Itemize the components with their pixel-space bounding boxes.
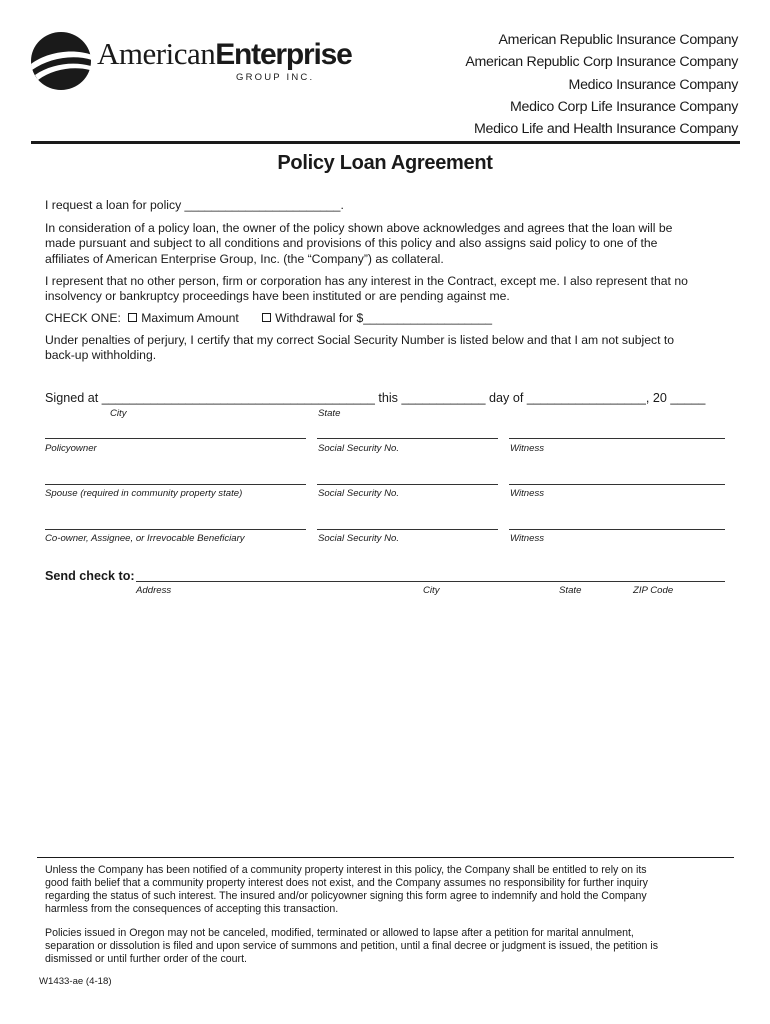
- withdrawal-label: Withdrawal for $___________________: [275, 311, 493, 325]
- paragraph-line: Under penalties of perjury, I certify that my correct Social Security Number is listed below and that I am not subject to: [45, 333, 675, 347]
- loan-request-paragraph: [45, 198, 735, 213]
- page-title: Policy Loan Agreement: [277, 152, 493, 174]
- paragraph-line: back-up withholding.: [45, 348, 157, 363]
- logo-subtitle: GROUP INC.: [236, 72, 315, 83]
- notice-line: Unless the Company has been notified of a community property interest in this policy, the Company shall be entitled to rely on its: [45, 864, 647, 876]
- send-check-label: Send check to:: [45, 569, 135, 583]
- footer-divider: [37, 857, 734, 858]
- signed-at-line[interactable]: Signed at _______________________________________ this ____________ day of _________________, 20 _____: [45, 391, 706, 405]
- coowner-ssn-line[interactable]: [317, 529, 498, 530]
- send-check-address-line[interactable]: [136, 581, 725, 582]
- logo-name-regular: American: [97, 36, 216, 71]
- perjury-paragraph: [45, 333, 735, 364]
- notice-line: harmless from the consequences of accepting this transaction.: [45, 903, 339, 915]
- loan-request-text: I request a loan for policy _______________________.: [45, 198, 344, 212]
- witness-label: Witness: [510, 488, 545, 499]
- consideration-paragraph: [45, 221, 735, 267]
- notice-line: regarding the status of such interest. The insured and/or policyowner signing this form agree to indemnify and hold the Company: [45, 890, 647, 902]
- ssn-label: Social Security No.: [318, 533, 400, 544]
- ssn-label: Social Security No.: [318, 488, 400, 499]
- company-name: Medico Corp Life Insurance Company: [510, 98, 738, 115]
- check-one-row: [45, 311, 735, 326]
- logo-wordmark: [97, 36, 352, 72]
- check-one-label: CHECK ONE:: [45, 311, 121, 325]
- representation-paragraph: [45, 274, 735, 305]
- notice-line: good faith belief that a community property interest does not exist, and the Company assumes no responsibility for further inquiry: [45, 877, 648, 889]
- globe-swoosh-icon: [29, 30, 93, 92]
- city-label: City: [110, 408, 127, 419]
- oregon-notice: [45, 927, 735, 966]
- notice-line: Policies issued in Oregon may not be canceled, modified, terminated or allowed to lapse after a petition for marital annulment,: [45, 927, 634, 939]
- company-logo: [29, 30, 374, 92]
- community-property-notice: [45, 864, 735, 916]
- paragraph-line: affiliates of American Enterprise Group, Inc. (the “Company”) as collateral.: [45, 251, 444, 266]
- spouse-ssn-line[interactable]: [317, 484, 498, 485]
- policyowner-witness-line[interactable]: [509, 438, 725, 439]
- form-number: W1433-ae (4-18): [39, 976, 112, 987]
- company-name: Medico Insurance Company: [568, 76, 738, 93]
- state-label: State: [318, 408, 341, 419]
- company-name: Medico Life and Health Insurance Company: [473, 121, 738, 138]
- city-label: City: [423, 585, 440, 596]
- logo-name-bold: Enterprise: [215, 38, 352, 71]
- company-name: American Republic Insurance Company: [498, 32, 738, 48]
- paragraph-line: I represent that no other person, firm or corporation has any interest in the Contract, except me. I also represent that no: [45, 274, 688, 288]
- spouse-signature-line[interactable]: [45, 484, 306, 485]
- withdrawal-checkbox[interactable]: [262, 313, 271, 322]
- policyowner-signature-line[interactable]: [45, 438, 306, 439]
- witness-label: Witness: [510, 443, 545, 454]
- notice-line: dismissed or until further order of the court.: [45, 953, 247, 965]
- spouse-witness-line[interactable]: [509, 484, 725, 485]
- notice-line: separation or dissolution is filed and upon service of summons and petition, until a final decree or judgment is issued, the petition is: [45, 940, 659, 952]
- maximum-amount-checkbox[interactable]: [128, 313, 137, 322]
- ssn-label: Social Security No.: [318, 443, 400, 454]
- zip-code-label: ZIP Code: [633, 585, 674, 596]
- paragraph-line: insolvency or bankruptcy proceedings have been instituted or are pending against me.: [45, 289, 510, 304]
- coowner-signature-line[interactable]: [45, 529, 306, 530]
- witness-label: Witness: [510, 533, 545, 544]
- paragraph-line: In consideration of a policy loan, the owner of the policy shown above acknowledges and agrees that the loan will be: [45, 221, 673, 235]
- maximum-amount-label: Maximum Amount: [141, 311, 239, 325]
- state-label: State: [559, 585, 582, 596]
- company-list: [465, 29, 738, 140]
- paragraph-line: made pursuant and subject to all conditions and provisions of this policy and also assigns said policy to one of the: [45, 236, 658, 251]
- policyowner-label: Policyowner: [45, 443, 97, 454]
- address-label: Address: [136, 585, 172, 596]
- policyowner-ssn-line[interactable]: [317, 438, 498, 439]
- coowner-label: Co-owner, Assignee, or Irrevocable Beneficiary: [45, 533, 245, 544]
- spouse-label: Spouse (required in community property state): [45, 488, 243, 499]
- coowner-witness-line[interactable]: [509, 529, 725, 530]
- company-name: American Republic Corp Insurance Company: [465, 54, 738, 71]
- header-divider: [31, 141, 740, 144]
